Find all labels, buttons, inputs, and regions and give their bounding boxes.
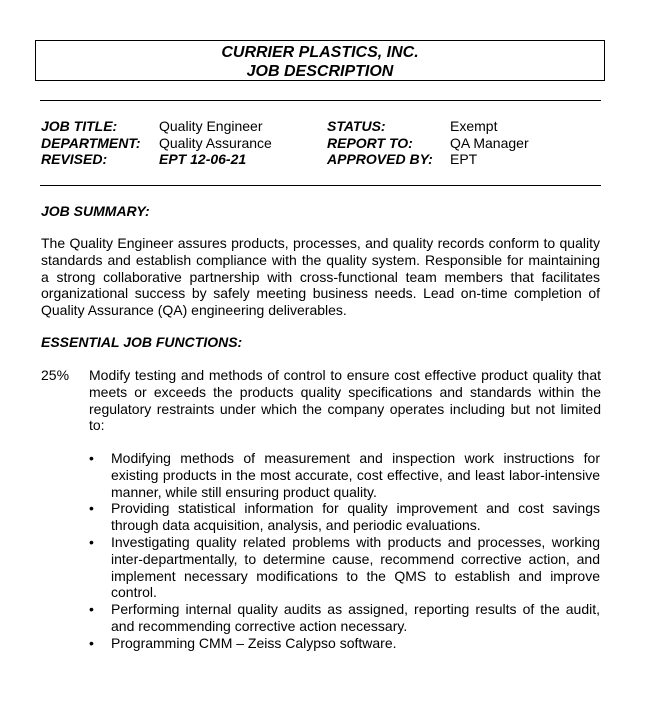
info-row-revised <box>41 151 601 168</box>
list-item <box>89 450 600 500</box>
company-name: CURRIER PLASTICS, INC. <box>221 44 419 61</box>
bullet-text: Programming CMM – Zeiss Calypso software. <box>111 634 397 651</box>
approved-by-label: APPROVED BY: <box>327 151 433 167</box>
bullet-text: Modifying methods of measurement and inspection work instructions for existing products in the most accurate, cost effective, and least labor-intensive manner, while still ensuring product quality. <box>111 450 600 500</box>
list-item <box>89 534 600 601</box>
revised-label: REVISED: <box>41 151 108 167</box>
list-item <box>89 635 600 652</box>
bottom-divider <box>40 185 601 186</box>
function-item <box>41 367 601 434</box>
approved-by-value: EPT <box>450 151 478 167</box>
status-label: STATUS: <box>327 118 386 134</box>
list-item <box>89 500 600 534</box>
report-to-value: QA Manager <box>450 134 529 151</box>
bullet-text: Investigating quality related problems with products and processes, working inter-departmentally, to determine cause, recommend corrective action, and implement necessary modifications to the QMS to establish and improve control. <box>111 533 600 601</box>
report-to-label: REPORT TO: <box>327 134 413 151</box>
job-summary-heading: JOB SUMMARY: <box>41 203 150 219</box>
bullet-text: Providing statistical information for quality improvement and cost savings through data acquisition, analysis, and periodic evaluations. <box>111 500 600 534</box>
bullet-icon: • <box>89 533 94 550</box>
function-description: Modify testing and methods of control to ensure cost effective product quality that meets or exceeds the products quality specifications and standards within the regulatory restraints under which the company operates including but not limited to: <box>89 367 601 434</box>
function-bullet-list <box>89 450 600 652</box>
department-label: DEPARTMENT: <box>41 134 141 151</box>
function-percent: 25% <box>41 367 70 383</box>
essential-functions-heading: ESSENTIAL JOB FUNCTIONS: <box>41 334 243 350</box>
job-info-block <box>41 118 601 168</box>
bullet-icon: • <box>89 500 94 517</box>
info-row-department <box>41 135 601 152</box>
bullet-icon: • <box>89 450 94 466</box>
document-type: JOB DESCRIPTION <box>246 63 394 80</box>
document-title-box <box>35 40 605 81</box>
bullet-text: Performing internal quality audits as assigned, reporting results of the audit, and recommending corrective action necessary. <box>111 601 600 634</box>
revised-value: EPT 12-06-21 <box>159 151 247 167</box>
list-item <box>89 601 600 635</box>
bullet-icon: • <box>89 601 94 618</box>
top-divider <box>40 100 601 101</box>
department-value: Quality Assurance <box>159 134 272 151</box>
job-title-label: JOB TITLE: <box>41 118 118 134</box>
job-title-value: Quality Engineer <box>159 118 263 134</box>
job-summary-text: The Quality Engineer assures products, processes, and quality records conform to quality standards and establish compliance with the quality system. Responsible for maintaining a strong collaborative partnership with cross-functional team members that facilitates organizational success by safely meeting business needs. Lead on-time completion of Quality Assurance (QA) engineering deliverables. <box>41 235 600 319</box>
status-value: Exempt <box>450 118 498 134</box>
info-row-title <box>41 118 601 135</box>
bullet-icon: • <box>89 634 94 651</box>
